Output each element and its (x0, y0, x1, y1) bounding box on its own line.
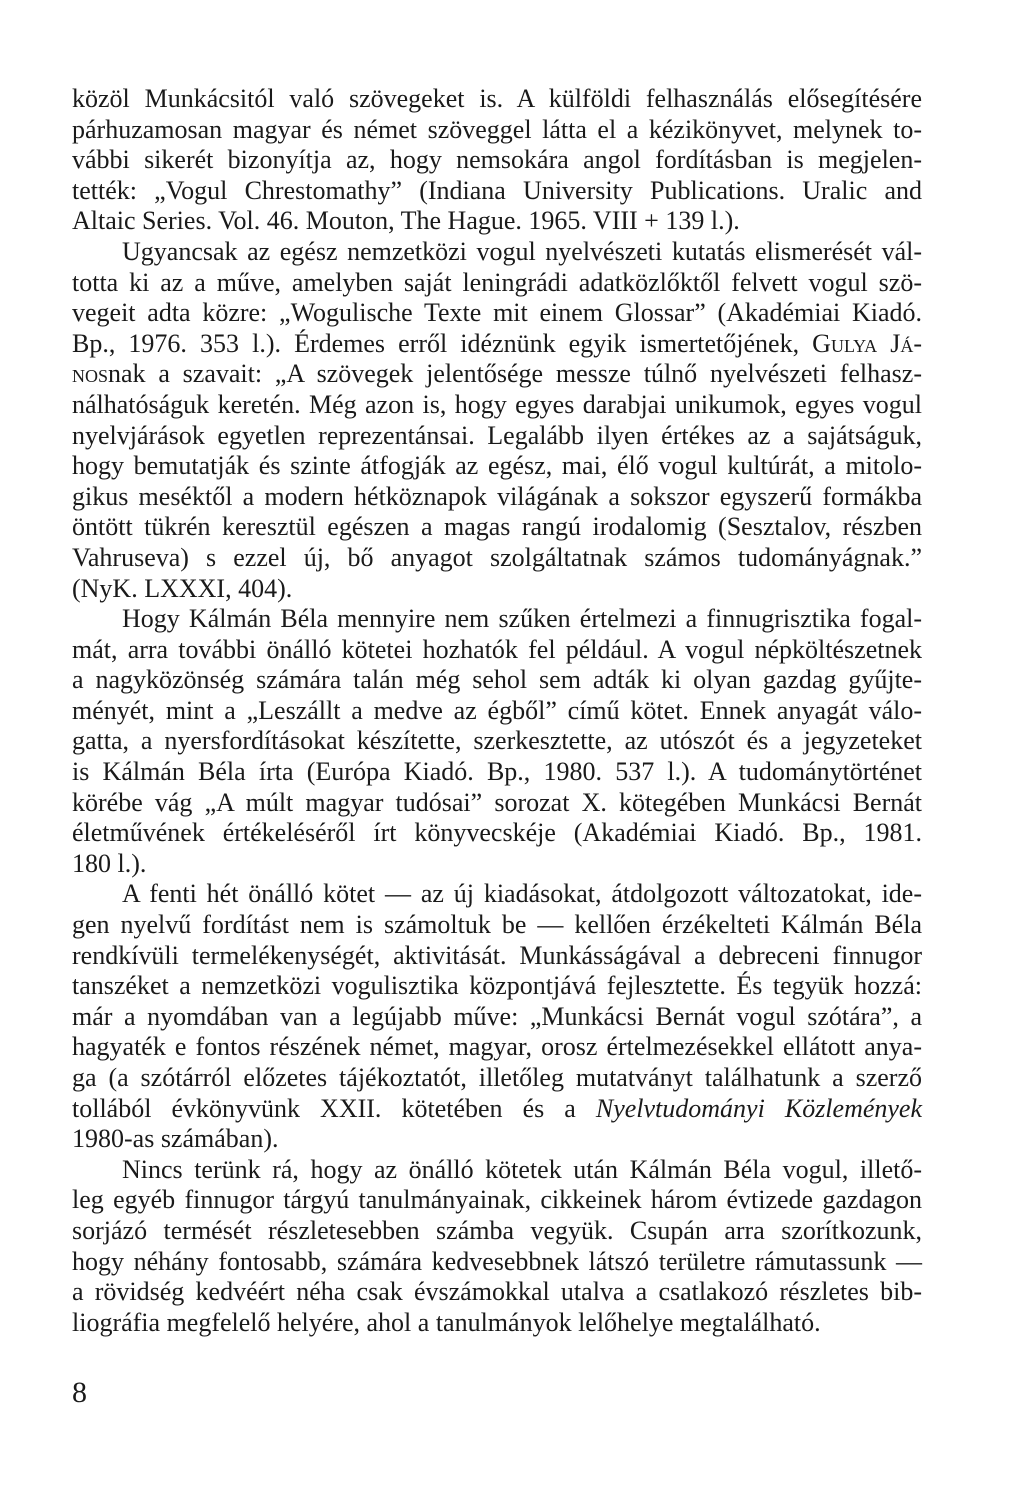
paragraph-3 (72, 604, 922, 879)
text-line: nálhatóságuk keretén. Még azon is, hogy egyes darabjai unikumok, egyes vogul (72, 389, 922, 419)
text-line: Nincs terünk rá, hogy az önálló kötetek után Kálmán Béla vogul, illető- (122, 1154, 922, 1184)
text-line: Altaic Series. Vol. 46. Mouton, The Hague. 1965. VIII + 139 l.). (72, 206, 740, 236)
text-line: párhuzamosan magyar és német szöveggel látta el a kézikönyvet, melynek to- (72, 114, 922, 144)
page-number: 8 (72, 1376, 87, 1409)
text-line: vegeit adta közre: „Wogulische Texte mit einem Glossar” (Akadémiai Kiadó. (72, 298, 922, 328)
text-line: rendkívüli termelékenységét, aktivitását. Munkásságával a debreceni finnugor (72, 940, 922, 970)
paragraph-5 (72, 1155, 922, 1339)
author-name: Gulya Já- (812, 328, 923, 358)
text-line: közöl Munkácsitól való szövegeket is. A külföldi felhasználás elősegítésére (72, 84, 922, 113)
text-line: öntött tükrén keresztül egészen a magas rangú irodalomig (Sesztalov, részben (72, 512, 922, 542)
text-line: A fenti hét önálló kötet — az új kiadásokat, átdolgozott változatokat, ide- (122, 879, 922, 909)
text-line: ga (a szótárról előzetes tájékoztatót, illetőleg mutatványt találhatunk a szerző (72, 1063, 922, 1092)
text-line: (NyK. LXXXI, 404). (72, 573, 293, 603)
text-line: életművének értékeléséről írt könyvecskéje (Akadémiai Kiadó. Bp., 1981. (72, 818, 922, 848)
text-line: tollából évkönyvünk XXII. kötetében és a Nyelvtudományi Közlemények (72, 1093, 923, 1123)
page-body (72, 84, 922, 1338)
text-line: tették: „Vogul Chrestomathy” (Indiana University Publications. Uralic and (72, 175, 922, 205)
text-line: vábbi sikerét bizonyítja az, hogy nemsokára angol fordításban is megjelen- (72, 145, 922, 175)
text-line: 1980-as számában). (72, 1124, 279, 1154)
text-line: gen nyelvű fordítást nem is számoltuk be — kellően érzékelteti Kálmán Béla (72, 910, 922, 940)
text-line: Ugyancsak az egész nemzetközi vogul nyelvészeti kutatás elismerését vál- (122, 236, 922, 266)
text-line: hogy bemutatják és szinte átfogják az egész, mai, élő vogul kultúrát, a mitolo- (72, 451, 922, 481)
text-line: nosnak a szavait: „A szövegek jelentősége messze túlnő nyelvészeti felhasz- (72, 359, 922, 389)
text-line: ményét, mint a „Leszállt a medve az égből” című kötet. Ennek anyagát válo- (72, 695, 922, 725)
paragraph-2 (72, 237, 922, 604)
text-line: nyelvjárások egyetlen reprezentánsai. Legalább ilyen értékes az a sajátságuk, (72, 420, 922, 450)
author-name: nos (72, 359, 109, 389)
text-line: totta ki az a műve, amelyben saját leningrádi adatközlőktől felvett vogul szö- (72, 267, 922, 297)
text-line: hagyaték e fontos részének német, magyar, orosz értelmezésekkel ellátott anya- (72, 1032, 922, 1062)
paragraph-1 (72, 84, 922, 237)
text-line: Bp., 1976. 353 l.). Érdemes erről idéznünk egyik ismertetőjének, Gulya Já- (72, 328, 923, 358)
text-line: hogy néhány fontosabb, számára kedvesebbnek látszó területre rámutassunk — (72, 1246, 922, 1276)
text-line: körébe vág „A múlt magyar tudósai” sorozat X. kötegében Munkácsi Bernát (72, 787, 922, 817)
journal-title: Nyelvtudományi Közlemények (595, 1093, 923, 1123)
text-line: 180 l.). (72, 848, 147, 878)
text-line: a rövidség kedvéért néha csak évszámokkal utalva a csatlakozó részletes bib- (72, 1277, 922, 1307)
text-line: tanszéket a nemzetközi vogulisztika központjává fejlesztette. És tegyük hozzá: (72, 971, 922, 1001)
text-line: Hogy Kálmán Béla mennyire nem szűken értelmezi a finnugrisztika fogal- (122, 604, 922, 634)
text-line: liográfia megfelelő helyére, ahol a tanulmányok lelőhelye megtalálható. (72, 1307, 821, 1337)
text-line: gikus meséktől a modern hétköznapok világának a sokszor egyszerű formákba (72, 481, 922, 511)
text-line: mát, arra további önálló kötetei hozhatók fel például. A vogul népköltészetnek (72, 634, 922, 664)
text-line: leg egyéb finnugor tárgyú tanulmányainak, cikkeinek három évtizede gazdagon (72, 1185, 922, 1215)
text-line: már a nyomdában van a legújabb műve: „Munkácsi Bernát vogul szótára”, a (72, 1001, 922, 1031)
text-line: Vahruseva) s ezzel új, bő anyagot szolgáltatnak számos tudományágnak.” (72, 542, 922, 572)
text-line: gatta, a nyersfordításokat készítette, szerkesztette, az utószót és a jegyzeteket (72, 726, 922, 756)
text-line: sorjázó termését részletesebben számba vegyük. Csupán arra szorítkozunk, (72, 1215, 922, 1245)
text-line: is Kálmán Béla írta (Európa Kiadó. Bp., 1980. 537 l.). A tudománytörténet (72, 757, 922, 787)
text-line: a nagyközönség számára talán még sehol sem adták ki olyan gazdag gyűjte- (72, 665, 922, 695)
paragraph-4 (72, 879, 922, 1154)
